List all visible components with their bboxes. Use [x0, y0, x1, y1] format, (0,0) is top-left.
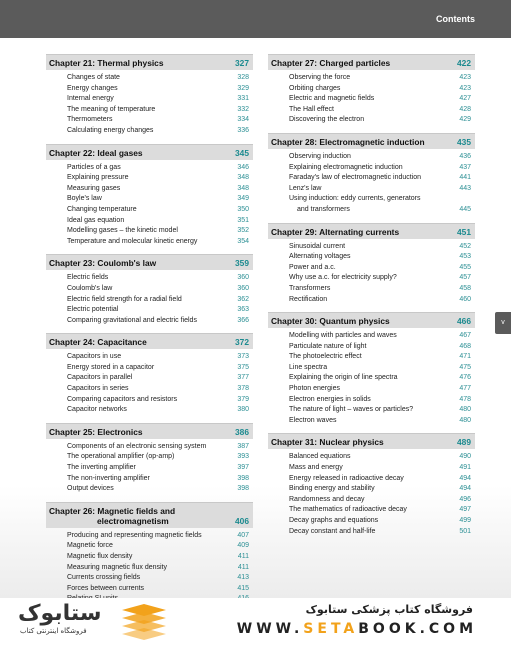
list-item[interactable]: [268, 273, 475, 284]
chapter-23: [46, 254, 253, 326]
item-text: Energy changes: [67, 84, 118, 92]
item-text: Discovering the electron: [289, 116, 365, 124]
item-text: Components of an electronic sensing system: [67, 442, 207, 450]
list-item[interactable]: [268, 405, 475, 416]
item-text: Mass and energy: [289, 464, 343, 472]
list-item[interactable]: [268, 152, 475, 163]
chapter-heading[interactable]: [268, 433, 475, 449]
list-item[interactable]: [46, 442, 253, 453]
item-page: 452: [459, 242, 471, 250]
item-page: 351: [237, 216, 249, 224]
item-text: The photoelectric effect: [289, 353, 362, 361]
chapter-heading[interactable]: [46, 423, 253, 439]
chapter-title: Chapter 31: Nuclear physics: [271, 437, 384, 448]
chapter-title: Chapter 25: Electronics: [49, 426, 143, 437]
list-item[interactable]: [46, 531, 253, 542]
list-item[interactable]: [46, 273, 253, 284]
book-stack-icon: [118, 604, 170, 640]
chapter-29: [268, 223, 475, 306]
item-page: 366: [237, 316, 249, 324]
list-item[interactable]: [46, 405, 253, 416]
list-item[interactable]: [46, 316, 253, 327]
list-item[interactable]: [268, 284, 475, 295]
chapter-title-line-1: Chapter 26: Magnetic fields and: [49, 505, 176, 516]
chapter-title: Chapter 23: Coulomb's law: [49, 258, 157, 269]
chapter-page: 345: [235, 147, 249, 158]
list-item[interactable]: [268, 395, 475, 406]
list-item[interactable]: [46, 105, 253, 116]
item-text: Coulomb's law: [67, 284, 113, 292]
list-item[interactable]: [268, 416, 475, 427]
item-page: 499: [459, 517, 471, 524]
item-text: Sinusoidal current: [289, 242, 346, 250]
list-item[interactable]: [268, 184, 475, 195]
list-item[interactable]: [46, 474, 253, 485]
item-text: Why use a.c. for electricity supply?: [289, 274, 397, 282]
list-item[interactable]: [46, 363, 253, 374]
chapter-page: 435: [457, 136, 471, 147]
item-page: 443: [459, 184, 471, 192]
item-text: Explaining electromagnetic induction: [289, 163, 403, 171]
chapter-page: 359: [235, 258, 249, 269]
list-item[interactable]: [268, 516, 475, 527]
item-page: 349: [237, 195, 249, 203]
chapter-24: [46, 333, 253, 416]
item-text: Rectification: [289, 295, 328, 303]
list-item[interactable]: [268, 242, 475, 253]
item-page: 429: [459, 116, 471, 124]
list-item[interactable]: [46, 216, 253, 227]
item-page: 334: [237, 116, 249, 124]
page-title: Contents: [436, 14, 475, 24]
item-page: 490: [459, 453, 471, 461]
item-page: 348: [237, 174, 249, 182]
item-text: Alternating voltages: [289, 253, 351, 261]
chapter-title: Chapter 30: Quantum physics: [271, 316, 390, 327]
list-item[interactable]: [268, 463, 475, 474]
toc-right-column: [268, 54, 475, 544]
item-page: 346: [237, 163, 249, 171]
item-text: Temperature and molecular kinetic energy: [67, 237, 198, 245]
item-text: Observing induction: [289, 152, 351, 160]
chapter-page: 406: [235, 515, 249, 526]
chapter-title-line-2: electromagnetism: [97, 515, 169, 526]
item-text: Internal energy: [67, 95, 114, 103]
list-item[interactable]: [268, 527, 475, 538]
item-text: [289, 194, 421, 215]
list-item[interactable]: [268, 252, 475, 263]
page-number-tab: v: [495, 312, 511, 334]
item-text: Magnetic flux density: [67, 553, 133, 560]
item-text: Energy stored in a capacitor: [67, 363, 155, 371]
url-suffix: BOOK.COM: [358, 621, 477, 637]
item-page: 437: [459, 163, 471, 171]
item-text: Modelling with particles and waves: [289, 332, 397, 340]
list-item[interactable]: [268, 295, 475, 306]
list-item[interactable]: [268, 173, 475, 184]
item-page: 387: [237, 442, 249, 450]
item-page: 328: [237, 74, 249, 81]
item-text: The meaning of temperature: [67, 105, 156, 113]
chapter-page: 422: [457, 58, 471, 68]
item-page: 494: [459, 474, 471, 482]
url-accent: SETA: [303, 621, 359, 637]
item-text: Electron waves: [289, 416, 337, 424]
chapter-title: Chapter 21: Thermal physics: [49, 58, 164, 68]
item-page: 478: [459, 395, 471, 403]
item-page: 379: [237, 395, 249, 403]
item-page: 471: [459, 353, 471, 361]
item-text: Electric fields: [67, 274, 109, 282]
item-page: 428: [459, 105, 471, 113]
item-page: 373: [237, 353, 249, 361]
list-item[interactable]: [46, 395, 253, 406]
chapter-heading[interactable]: [268, 223, 475, 239]
item-page: 468: [459, 342, 471, 350]
list-item[interactable]: [46, 573, 253, 584]
item-text: The Hall effect: [289, 105, 335, 113]
list-item[interactable]: [46, 163, 253, 174]
item-page: 378: [237, 385, 249, 393]
list-item[interactable]: [46, 463, 253, 474]
chapter-25: [46, 423, 253, 495]
chapter-heading[interactable]: [46, 144, 253, 160]
item-text: Explaining the origin of line spectra: [289, 374, 398, 382]
item-page: 332: [237, 105, 249, 113]
chapter-heading[interactable]: [268, 54, 475, 70]
item-page: 467: [459, 332, 471, 340]
item-page: 354: [237, 237, 249, 245]
chapter-page: 386: [235, 426, 249, 437]
list-item[interactable]: [46, 563, 253, 574]
list-item[interactable]: [268, 373, 475, 384]
list-item[interactable]: [268, 452, 475, 463]
item-text: Line spectra: [289, 363, 328, 371]
item-page: 411: [237, 563, 249, 571]
item-page: 407: [237, 531, 249, 539]
chapter-27: [268, 54, 475, 126]
item-text: Particles of a gas: [67, 163, 121, 171]
list-item[interactable]: [46, 484, 253, 495]
list-item[interactable]: [268, 331, 475, 342]
item-page: 409: [237, 542, 249, 550]
item-text: Binding energy and stability: [289, 485, 375, 493]
item-page: 375: [237, 363, 249, 371]
item-page: 491: [459, 464, 471, 472]
list-item[interactable]: [268, 363, 475, 374]
chapter-title: [49, 506, 175, 526]
item-page: 441: [459, 174, 471, 182]
store-name: فروشگاه کتاب پزشکی ستابوک: [305, 603, 473, 616]
item-page: 413: [237, 574, 249, 582]
list-item[interactable]: [46, 126, 253, 137]
item-text: Observing the force: [289, 74, 351, 81]
item-text: Output devices: [67, 485, 114, 493]
item-text: Energy released in radioactive decay: [289, 474, 404, 482]
chapter-28: [268, 133, 475, 216]
chapter-21: [46, 54, 253, 137]
item-page: 348: [237, 184, 249, 192]
list-item[interactable]: [268, 505, 475, 516]
list-item[interactable]: [46, 173, 253, 184]
item-page: 398: [237, 474, 249, 482]
list-item[interactable]: [46, 184, 253, 195]
list-item[interactable]: [268, 263, 475, 274]
item-page: 445: [459, 205, 471, 213]
list-item[interactable]: [268, 194, 475, 215]
item-page: 453: [459, 253, 471, 261]
list-item[interactable]: [46, 194, 253, 205]
item-page: 336: [237, 126, 249, 134]
item-page: 362: [237, 295, 249, 303]
item-text: Electric and magnetic fields: [289, 95, 375, 103]
list-item[interactable]: [268, 105, 475, 116]
item-text: Electron energies in solids: [289, 395, 371, 403]
chapter-heading[interactable]: [46, 333, 253, 349]
chapter-title: Chapter 27: Charged particles: [271, 58, 391, 68]
item-text: The nature of light – waves or particles?: [289, 406, 414, 414]
item-page: 329: [237, 84, 249, 92]
item-page: 458: [459, 284, 471, 292]
header-bar: [0, 0, 511, 38]
item-page: 398: [237, 485, 249, 493]
item-text: Power and a.c.: [289, 263, 336, 271]
brand-tagline: فروشگاه اینترنتی کتاب: [20, 627, 87, 635]
list-item[interactable]: [46, 205, 253, 216]
brand-wordmark: ستابوک: [18, 601, 102, 626]
item-page: 496: [459, 495, 471, 503]
item-text: The operational amplifier (op-amp): [67, 453, 175, 461]
item-text: Decay graphs and equations: [289, 517, 379, 524]
list-item[interactable]: [46, 305, 253, 316]
list-item[interactable]: [268, 495, 475, 506]
item-text: Orbiting charges: [289, 84, 341, 92]
list-item[interactable]: [46, 552, 253, 563]
item-page: 360: [237, 274, 249, 282]
item-page: 423: [459, 74, 471, 81]
item-text: Decay constant and half-life: [289, 527, 376, 535]
chapter-title: Chapter 24: Capacitance: [49, 337, 147, 348]
item-page: 480: [459, 406, 471, 414]
list-item[interactable]: [46, 84, 253, 95]
item-text: Ideal gas equation: [67, 216, 125, 224]
item-text: Measuring magnetic flux density: [67, 563, 167, 571]
item-page: 460: [459, 295, 471, 303]
item-page: 363: [237, 306, 249, 314]
item-page: 475: [459, 363, 471, 371]
list-item[interactable]: [268, 342, 475, 353]
item-page: 352: [237, 227, 249, 235]
chapter-heading[interactable]: [46, 502, 253, 528]
item-page: 427: [459, 95, 471, 103]
chapter-30: [268, 312, 475, 426]
item-page: 423: [459, 84, 471, 92]
item-page: 457: [459, 274, 471, 282]
item-text: Randomness and decay: [289, 495, 365, 503]
item-page: 393: [237, 453, 249, 461]
list-item[interactable]: [46, 584, 253, 595]
chapter-26: [46, 502, 253, 605]
item-text: Capacitors in parallel: [67, 374, 133, 382]
item-text: Currents crossing fields: [67, 574, 141, 582]
list-item[interactable]: [268, 115, 475, 126]
chapter-heading[interactable]: [268, 133, 475, 149]
list-item[interactable]: [268, 73, 475, 84]
item-text: Capacitors in series: [67, 385, 129, 393]
list-item[interactable]: [46, 73, 253, 84]
chapter-page: 327: [235, 58, 249, 68]
list-item[interactable]: [268, 352, 475, 363]
item-text: Electric field strength for a radial field: [67, 295, 182, 303]
item-text-line-2: and transformers: [297, 205, 350, 213]
chapter-page: 489: [457, 437, 471, 448]
chapter-title: Chapter 29: Alternating currents: [271, 226, 400, 237]
item-page: 476: [459, 374, 471, 382]
list-item[interactable]: [46, 452, 253, 463]
item-page: 455: [459, 263, 471, 271]
item-text: Comparing capacitors and resistors: [67, 395, 178, 403]
item-text-line-1: Using induction: eddy currents, generators: [289, 195, 421, 203]
item-text: The non-inverting amplifier: [67, 474, 150, 482]
item-page: 331: [237, 95, 249, 103]
chapter-heading[interactable]: [268, 312, 475, 328]
list-item[interactable]: [46, 115, 253, 126]
item-page: 360: [237, 284, 249, 292]
item-page: 477: [459, 385, 471, 393]
item-text: Capacitor networks: [67, 406, 127, 414]
item-page: 380: [237, 406, 249, 414]
list-item[interactable]: [46, 352, 253, 363]
item-text: Explaining pressure: [67, 174, 129, 182]
item-page: 480: [459, 416, 471, 424]
item-text: Photon energies: [289, 385, 340, 393]
list-item[interactable]: [46, 284, 253, 295]
chapter-22: [46, 144, 253, 248]
list-item[interactable]: [268, 94, 475, 105]
toc-left-column: [46, 54, 253, 612]
list-item[interactable]: [268, 484, 475, 495]
item-text: Capacitors in use: [67, 353, 122, 361]
item-text: Transformers: [289, 284, 331, 292]
list-item[interactable]: [46, 373, 253, 384]
chapter-heading[interactable]: [46, 54, 253, 70]
item-page: 377: [237, 374, 249, 382]
item-page: 494: [459, 485, 471, 493]
chapter-31: [268, 433, 475, 537]
item-page: 397: [237, 464, 249, 472]
item-text: Changes of state: [67, 74, 120, 81]
list-item[interactable]: [46, 384, 253, 395]
list-item[interactable]: [46, 295, 253, 306]
list-item[interactable]: [46, 226, 253, 237]
item-page: 350: [237, 205, 249, 213]
item-text: Forces between currents: [67, 584, 145, 592]
item-page: 411: [237, 553, 249, 560]
list-item[interactable]: [46, 94, 253, 105]
item-text: Changing temperature: [67, 205, 137, 213]
url-prefix: WWW.: [236, 621, 304, 637]
chapter-page: 372: [235, 337, 249, 348]
list-item[interactable]: [268, 163, 475, 174]
item-text: Measuring gases: [67, 184, 121, 192]
item-text: Calculating energy changes: [67, 126, 154, 134]
chapter-page: 451: [457, 226, 471, 237]
item-text: Faraday's law of electromagnetic induction: [289, 174, 422, 182]
item-text: Comparing gravitational and electric fields: [67, 316, 197, 324]
chapter-title: Chapter 22: Ideal gases: [49, 147, 143, 158]
store-url[interactable]: [237, 621, 477, 637]
item-text: The mathematics of radioactive decay: [289, 506, 407, 514]
item-text: Lenz's law: [289, 184, 322, 192]
item-text: The inverting amplifier: [67, 464, 136, 472]
chapter-page: 466: [457, 316, 471, 327]
item-text: Magnetic force: [67, 542, 113, 550]
item-page: 501: [459, 527, 471, 535]
list-item[interactable]: [268, 384, 475, 395]
chapter-title: Chapter 28: Electromagnetic induction: [271, 136, 425, 147]
item-text: Boyle's law: [67, 195, 102, 203]
item-text: Producing and representing magnetic fields: [67, 531, 202, 539]
item-text: Balanced equations: [289, 453, 351, 461]
chapter-heading[interactable]: [46, 254, 253, 270]
list-item[interactable]: [268, 84, 475, 95]
item-text: Modelling gases – the kinetic model: [67, 227, 178, 235]
item-page: 436: [459, 152, 471, 160]
item-page: 497: [459, 506, 471, 514]
list-item[interactable]: [46, 237, 253, 248]
item-text: Electric potential: [67, 306, 119, 314]
item-text: Thermometers: [67, 116, 113, 124]
list-item[interactable]: [46, 541, 253, 552]
item-text: Particulate nature of light: [289, 342, 367, 350]
item-page: 415: [237, 584, 249, 592]
list-item[interactable]: [268, 474, 475, 485]
